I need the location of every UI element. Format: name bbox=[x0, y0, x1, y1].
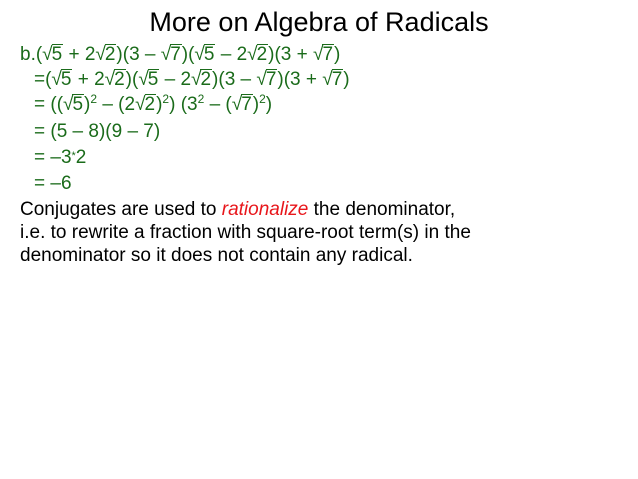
math-step-b: b.(√5 + 2√2)(3 – √7)(√5 – 2√2)(3 + √7) bbox=[20, 44, 341, 65]
math-step-6: = –6 bbox=[34, 173, 72, 194]
slide-title: More on Algebra of Radicals bbox=[149, 7, 489, 37]
explanation-line-2: i.e. to rewrite a fraction with square-root term(s) in the bbox=[20, 222, 471, 243]
explanation-line-1 bbox=[20, 198, 630, 221]
math-step-5: = –3*2 bbox=[34, 147, 87, 168]
rationalize-emphasis: rationalize bbox=[221, 199, 309, 220]
conjugates-before: Conjugates are used to bbox=[20, 199, 222, 220]
explanation-text bbox=[20, 198, 630, 267]
explanation-line-3: denominator so it does not contain any radical. bbox=[20, 245, 413, 266]
math-step-4: = (5 – 8)(9 – 7) bbox=[34, 121, 161, 142]
math-step-3: = $((√5)^2 - (2√2)^2)$ $(3^2 - (√7)^2)$ bbox=[34, 92, 273, 115]
math-step-2: =(√5 + 2√2)(√5 – 2√2)(3 – √7)(3 + √7) bbox=[34, 69, 350, 90]
conjugates-after: the denominator, bbox=[308, 199, 456, 220]
